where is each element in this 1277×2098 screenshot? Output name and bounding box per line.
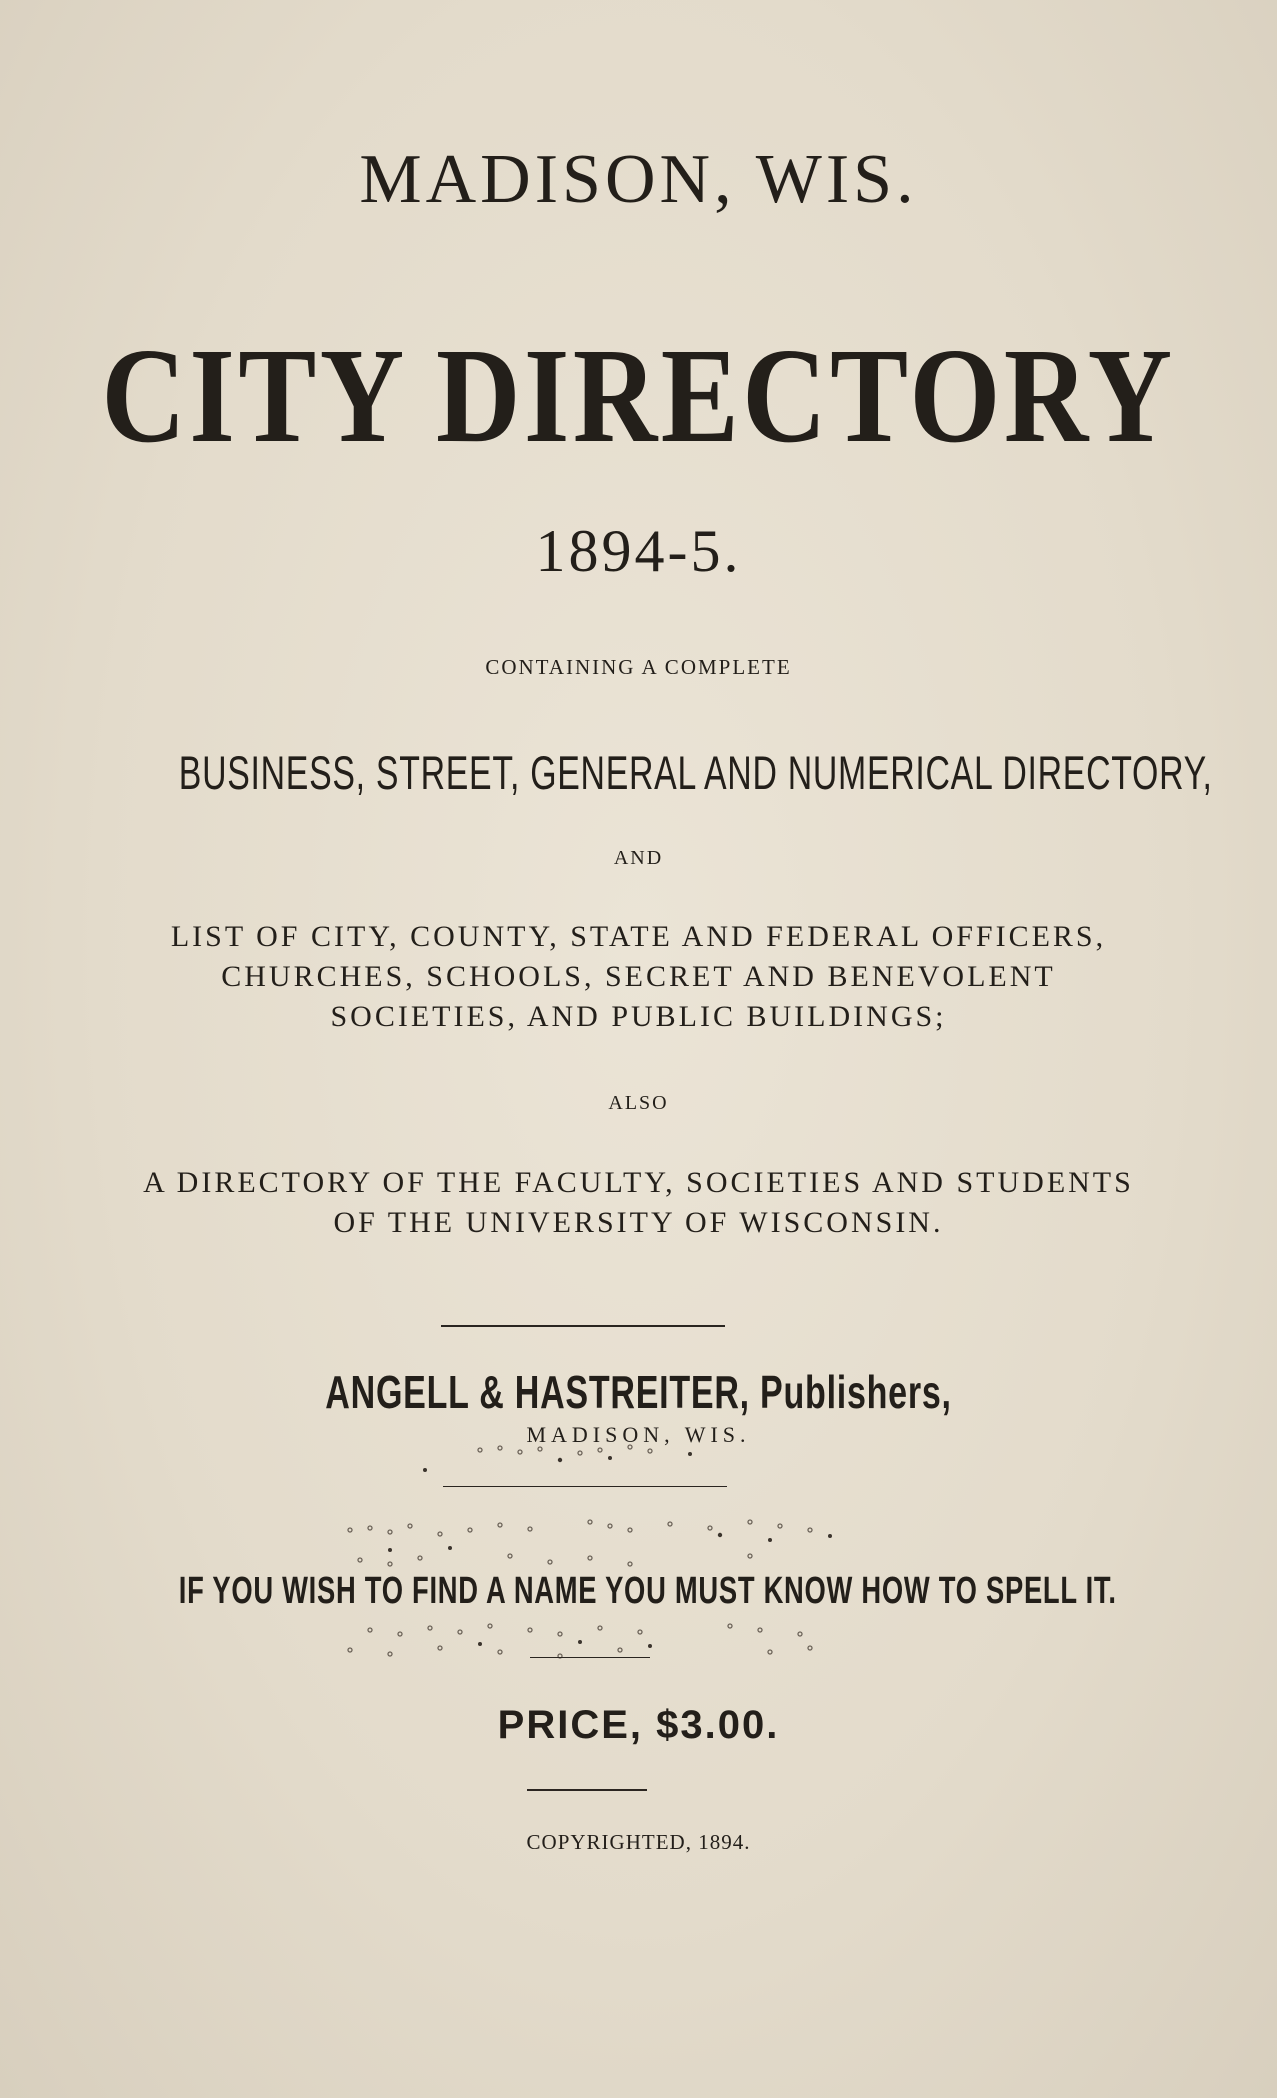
directory-year: 1894-5. <box>535 518 742 584</box>
directory-title: CITY DIRECTORY <box>101 321 1176 471</box>
officers-list-line: SOCIETIES, AND PUBLIC BUILDINGS; <box>330 1000 947 1033</box>
directory-types: BUSINESS, STREET, GENERAL AND NUMERICAL DIRECTORY, <box>178 746 1213 799</box>
university-directory-line: OF THE UNIVERSITY OF WISCONSIN. <box>333 1206 944 1239</box>
divider-rule <box>527 1789 647 1791</box>
publisher-name: ANGELL & HASTREITER, Publishers, <box>325 1366 952 1418</box>
publisher-city: MADISON, WIS. <box>526 1422 751 1447</box>
officers-list-line: CHURCHES, SCHOOLS, SECRET AND BENEVOLENT <box>221 960 1056 993</box>
university-directory-line: A DIRECTORY OF THE FACULTY, SOCIETIES AND STUDENTS <box>143 1166 1134 1199</box>
divider-rule <box>441 1325 725 1327</box>
spelling-slogan: IF YOU WISH TO FIND A NAME YOU MUST KNOW HOW TO SPELL IT. <box>178 1570 1117 1612</box>
officers-list-line: LIST OF CITY, COUNTY, STATE AND FEDERAL OFFICERS, <box>170 920 1107 953</box>
divider-rule <box>530 1657 650 1658</box>
perforation-stamp <box>330 1430 930 1670</box>
also-text: ALSO <box>608 1092 669 1114</box>
copyright-text: COPYRIGHTED, 1894. <box>526 1830 751 1854</box>
city-heading: MADISON, WIS. <box>359 141 918 218</box>
and-text: AND <box>613 847 664 869</box>
containing-text: CONTAINING A COMPLETE <box>485 655 792 679</box>
price-text: PRICE, $3.00. <box>497 1703 780 1747</box>
